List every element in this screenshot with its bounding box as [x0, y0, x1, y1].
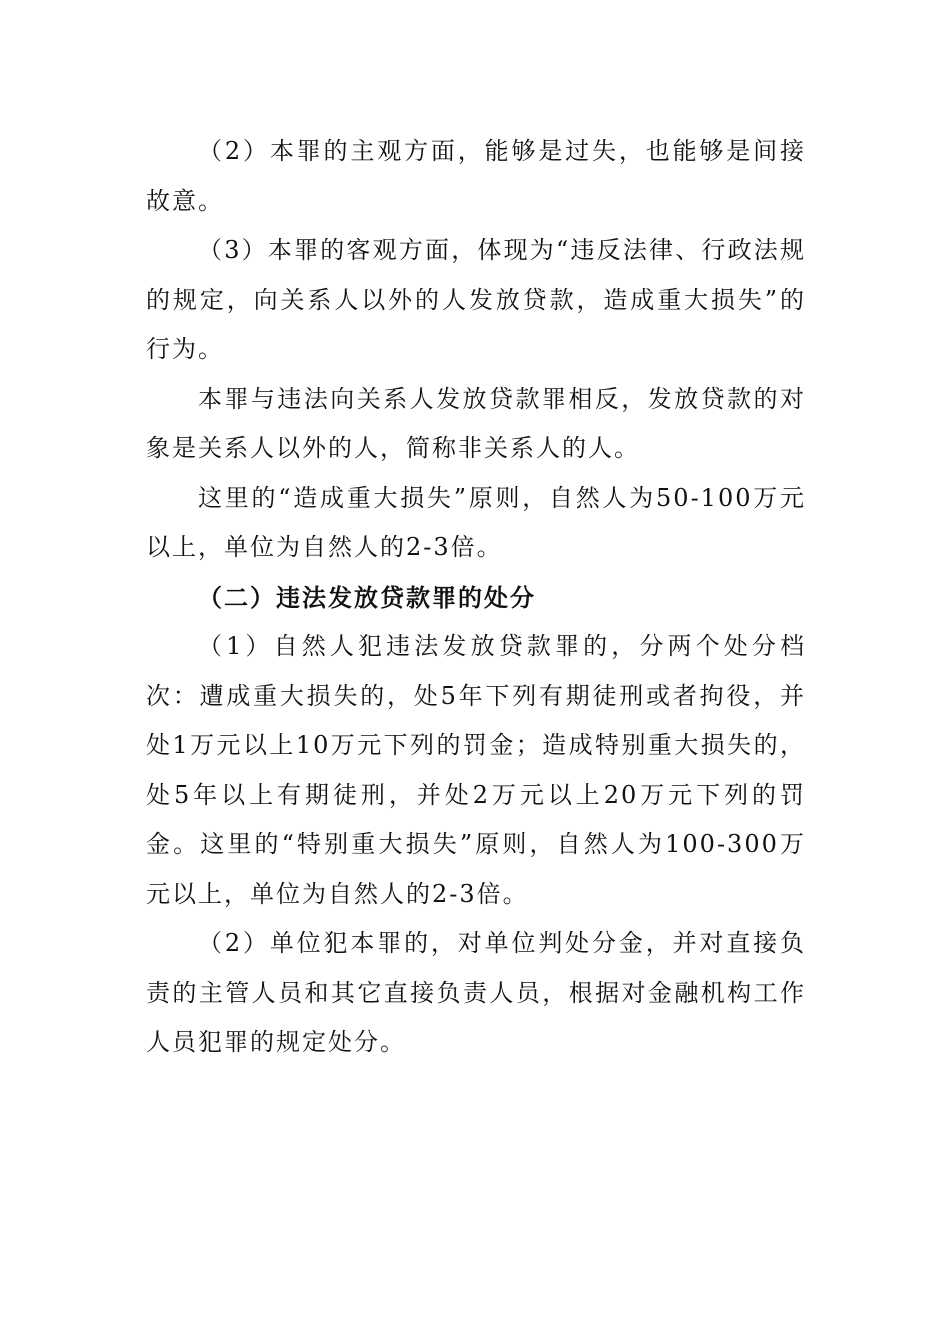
paragraph-comparison: 本罪与违法向关系人发放贷款罪相反，发放贷款的对象是关系人以外的人，简称非关系人的人。 [146, 384, 806, 462]
paragraph-unit-penalty: （2）单位犯本罪的，对单位判处分金，并对直接负责的主管人员和其它直接负责人员，根据对金融机构工作人员犯罪的规定处分。 [146, 929, 806, 1056]
document-body [146, 127, 806, 1068]
paragraph-loss-standard: 这里的“造成重大损失”原则，自然人为50-100万元以上，单位为自然人的2-3倍。 [146, 483, 806, 561]
paragraph-subjective-aspect: （2）本罪的主观方面，能够是过失，也能够是间接故意。 [146, 137, 806, 215]
section-heading-punishment: （二）违法发放贷款罪的处分 [198, 582, 536, 612]
paragraph-objective-aspect: （3）本罪的客观方面，体现为“违反法律、行政法规的规定，向关系人以外的人发放贷款，造成重大损失”的行为。 [146, 236, 806, 363]
paragraph-natural-person-penalty: （1）自然人犯违法发放贷款罪的，分两个处分档次：遭成重大损失的，处5年下列有期徒刑或者拘役，并处1万元以上10万元下列的罚金；造成特别重大损失的，处5年以上有期徒刑，并处2万元以上20万元下列的罚金。这里的“特别重大损失”原则，自然人为100-300万元以上，单位为自然人的2-3倍。 [146, 632, 806, 908]
